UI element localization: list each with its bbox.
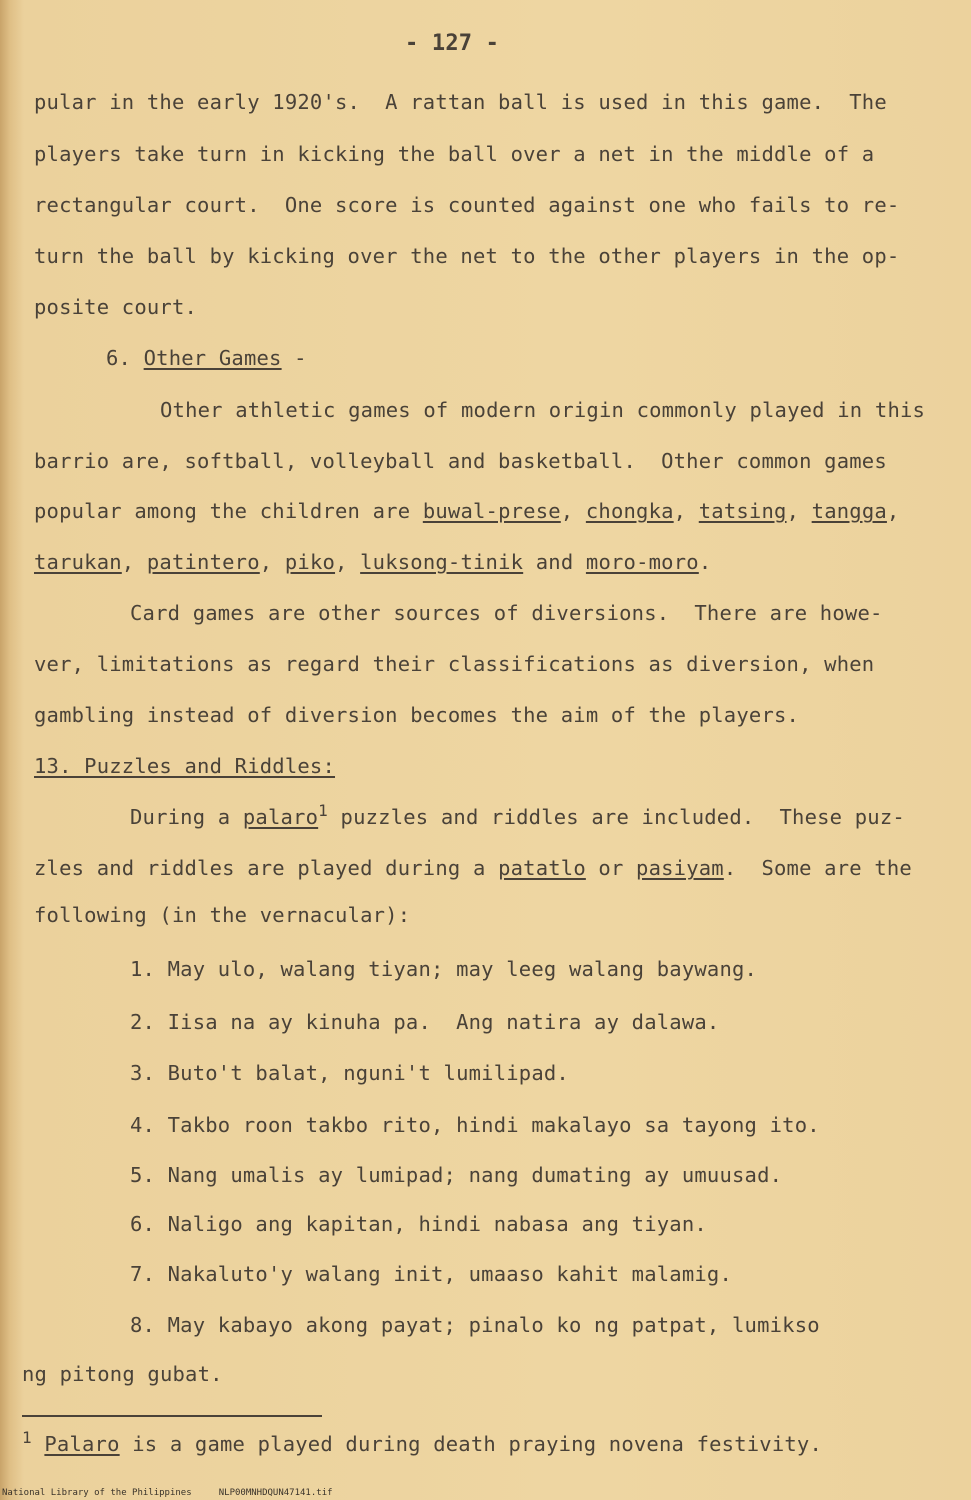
paragraph-2-line bbox=[34, 550, 711, 574]
pasiyam-term: pasiyam bbox=[636, 856, 724, 880]
text-span: or bbox=[585, 856, 637, 880]
comma-separator: , bbox=[786, 499, 812, 523]
game-name: tangga bbox=[811, 499, 887, 523]
paragraph-3-line: ver, limitations as regard their classifications as diversion, when bbox=[34, 652, 875, 676]
game-name: piko bbox=[284, 550, 336, 574]
footnote bbox=[22, 1428, 823, 1458]
page-number: - 127 - bbox=[405, 31, 500, 56]
paragraph-1-line: pular in the early 1920's. A rattan ball is used in this game. The bbox=[34, 90, 887, 114]
text-span: zles and riddles are played during a bbox=[34, 856, 499, 880]
paragraph-2-line: Other athletic games of modern origin commonly played in this bbox=[160, 398, 926, 422]
section-6-heading bbox=[106, 346, 307, 370]
palaro-term: palaro bbox=[242, 805, 319, 829]
footnote-text: is a game played during death praying novena festivity. bbox=[119, 1432, 823, 1456]
paragraph-4-line bbox=[130, 801, 905, 831]
text-span: puzzles and riddles are included. These puz- bbox=[328, 805, 905, 829]
patatlo-term: patatlo bbox=[498, 856, 586, 880]
comma-separator: , bbox=[335, 550, 361, 574]
paragraph-2-line: barrio are, softball, volleyball and basketball. Other common games bbox=[34, 449, 887, 473]
game-name: chongka bbox=[585, 499, 674, 523]
section-13-heading: 13. Puzzles and Riddles: bbox=[34, 754, 336, 778]
game-name: moro-moro bbox=[585, 550, 699, 574]
text-span: . Some are the bbox=[723, 856, 912, 880]
riddle-item: 3. Buto't balat, nguni't lumilipad. bbox=[130, 1061, 569, 1085]
paragraph-1-line: turn the ball by kicking over the net to the other players in the op- bbox=[34, 244, 900, 268]
footnote-ref: 1 bbox=[318, 801, 328, 820]
footnote-rule bbox=[22, 1415, 322, 1417]
text-span: During a bbox=[130, 805, 243, 829]
comma-separator: , bbox=[886, 499, 913, 523]
paragraph-2-line bbox=[34, 499, 912, 523]
section-6-dash: - bbox=[294, 346, 307, 370]
game-name: tatsing bbox=[698, 499, 787, 523]
paragraph-1-line: posite court. bbox=[34, 295, 198, 319]
footnote-term: Palaro bbox=[44, 1432, 120, 1456]
section-6-title: Other Games bbox=[143, 346, 282, 370]
and-word: and bbox=[535, 550, 574, 574]
game-name: patintero bbox=[146, 550, 260, 574]
riddle-item-continuation: ng pitong gubat. bbox=[22, 1362, 223, 1386]
riddle-item: 6. Naligo ang kapitan, hindi nabasa ang tiyan. bbox=[130, 1212, 707, 1236]
paragraph-4-line bbox=[34, 856, 912, 880]
riddle-item: 2. Iisa na ay kinuha pa. Ang natira ay dalawa. bbox=[130, 1010, 720, 1034]
sentence-end: . bbox=[698, 550, 712, 574]
game-name: buwal-prese bbox=[422, 499, 561, 523]
section-6-number: 6. bbox=[106, 346, 132, 370]
comma-separator: , bbox=[121, 550, 147, 574]
comma-separator: , bbox=[560, 499, 586, 523]
scan-caption: National Library of the Philippines NLP00MNHDQUN47141.tif bbox=[2, 1488, 333, 1498]
riddle-item: 7. Nakaluto'y walang init, umaaso kahit malamig. bbox=[130, 1262, 733, 1286]
riddle-item: 4. Takbo roon takbo rito, hindi makalayo sa tayong ito. bbox=[130, 1113, 820, 1137]
game-name: luksong-tinik bbox=[360, 550, 524, 574]
riddle-item: 1. May ulo, walang tiyan; may leeg walang baywang. bbox=[130, 957, 758, 981]
riddle-item: 5. Nang umalis ay lumipad; nang dumating ay umuusad. bbox=[130, 1163, 783, 1187]
paragraph-1-line: rectangular court. One score is counted against one who fails to re- bbox=[34, 193, 900, 217]
games-intro: popular among the children are bbox=[34, 499, 423, 523]
riddle-item: 8. May kabayo akong payat; pinalo ko ng patpat, lumikso bbox=[130, 1313, 820, 1337]
paragraph-4-line: following (in the vernacular): bbox=[34, 903, 411, 927]
paragraph-1-line: players take turn in kicking the ball over a net in the middle of a bbox=[34, 142, 875, 166]
paragraph-3-line: Card games are other sources of diversions. There are howe- bbox=[130, 601, 883, 625]
comma-separator: , bbox=[673, 499, 699, 523]
game-name: tarukan bbox=[34, 550, 122, 574]
footnote-mark: 1 bbox=[22, 1428, 32, 1447]
paragraph-3-line: gambling instead of diversion becomes the aim of the players. bbox=[34, 703, 800, 727]
comma-separator: , bbox=[259, 550, 285, 574]
